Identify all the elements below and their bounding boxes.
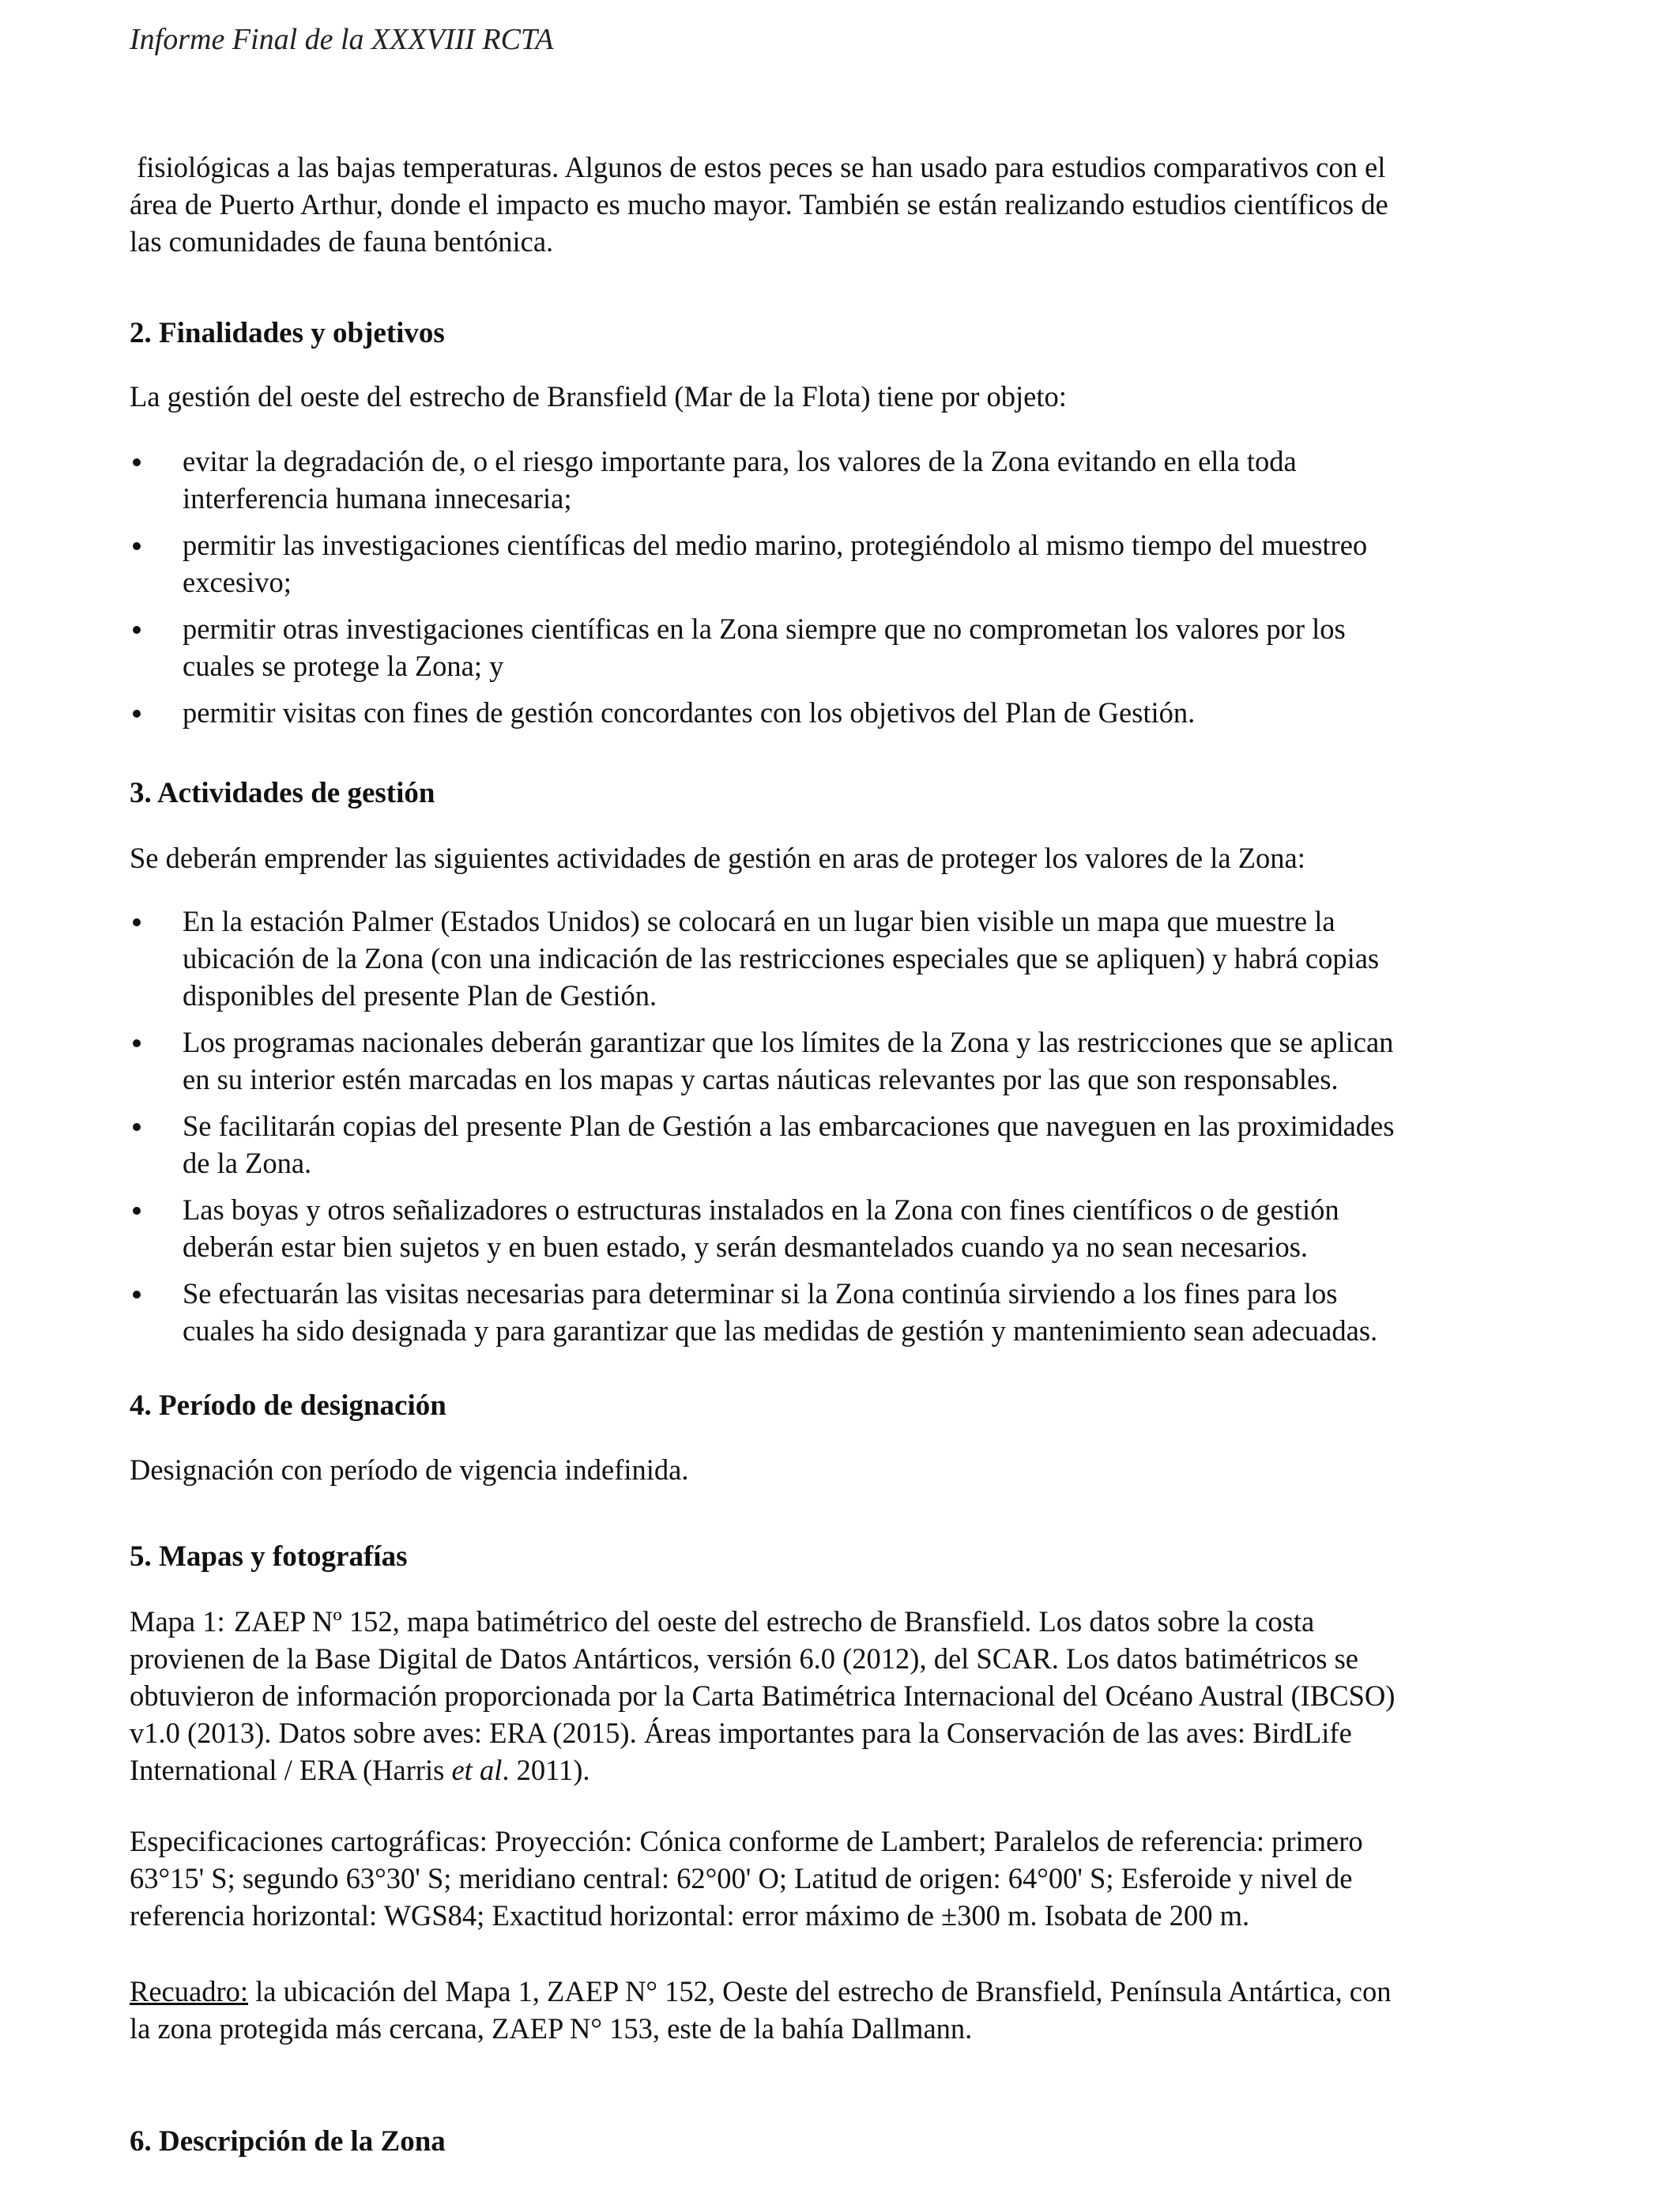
bullet-icon	[133, 918, 141, 926]
item-line: En la estación Palmer (Estados Unidos) se colocará en un lugar bien visible un mapa que muestre la	[183, 905, 1335, 937]
bullet-icon	[133, 458, 141, 466]
item-line: interferencia humana innecesaria;	[183, 482, 572, 515]
section-3-heading: 3. Actividades de gestión	[130, 777, 435, 809]
text-line: 63°15' S; segundo 63°30' S; meridiano central: 62°00' O; Latitud de origen: 64°00' S; Esferoide y nivel de	[130, 1862, 1353, 1894]
item-line: en su interior estén marcadas en los mapas y cartas náuticas relevantes por las que son responsables.	[183, 1063, 1339, 1095]
bullet-icon	[133, 542, 141, 550]
bullet-icon	[133, 626, 141, 634]
section-4-text: Designación con período de vigencia indefinida.	[130, 1453, 689, 1486]
map-1-description	[130, 1603, 1552, 1789]
inset-description	[130, 1973, 1552, 2047]
bullet-icon	[133, 710, 141, 718]
text-line: v1.0 (2013). Datos sobre aves: ERA (2015). Áreas importantes para la Conservación de las aves: BirdLife	[130, 1717, 1352, 1749]
map-label: Mapa 1:	[130, 1605, 225, 1638]
item-line: deberán estar bien sujetos y en buen estado, y serán desmantelados cuando ya no sean necesarios.	[183, 1231, 1309, 1263]
text-span: la ubicación del Mapa 1, ZAEP N° 152, Oeste del estrecho de Bransfield, Península Antártica, con	[248, 1975, 1392, 2007]
item-line: ubicación de la Zona (con una indicación de las restricciones especiales que se apliquen) y habrá copias	[183, 942, 1380, 974]
bullet-icon	[133, 1123, 141, 1131]
item-line: permitir las investigaciones científicas del medio marino, protegiéndolo al mismo tiempo del muestreo	[183, 529, 1368, 561]
intro-paragraph	[130, 149, 1552, 260]
section-6-heading: 6. Descripción de la Zona	[130, 2125, 446, 2158]
section-2-list	[130, 443, 1552, 731]
section-5-heading: 5. Mapas y fotografías	[130, 1540, 408, 1573]
list-item	[130, 1107, 1552, 1182]
list-item	[130, 526, 1552, 601]
list-item	[130, 1275, 1552, 1349]
text-line	[130, 1751, 1552, 1789]
item-line: de la Zona.	[183, 1147, 312, 1179]
list-item	[130, 610, 1552, 684]
text-span: . 2011).	[502, 1754, 590, 1786]
item-line: excesivo;	[183, 566, 292, 598]
section-2-heading: 2. Finalidades y objetivos	[130, 317, 445, 349]
text-line: la zona protegida más cercana, ZAEP N° 153, este de la bahía Dallmann.	[130, 2012, 973, 2045]
section-2-lead: La gestión del oeste del estrecho de Bransfield (Mar de la Flota) tiene por objeto:	[130, 380, 1067, 413]
cartographic-specs	[130, 1823, 1552, 1934]
item-line: disponibles del presente Plan de Gestión.	[183, 979, 657, 1012]
text-line: las comunidades de fauna bentónica.	[130, 225, 554, 258]
item-line: Se facilitarán copias del presente Plan de Gestión a las embarcaciones que naveguen en las proximidades	[183, 1110, 1395, 1142]
text-span: ZAEP Nº 152, mapa batimétrico del oeste del estrecho de Bransfield. Los datos sobre la costa	[234, 1605, 1315, 1638]
running-header: Informe Final de la XXXVIII RCTA	[130, 23, 554, 56]
list-item	[130, 1023, 1552, 1098]
section-3-list	[130, 903, 1552, 1349]
item-line: cuales ha sido designada y para garantizar que las medidas de gestión y mantenimiento sean adecuadas.	[183, 1314, 1378, 1347]
section-4-heading: 4. Período de designación	[130, 1389, 446, 1422]
list-item	[130, 694, 1552, 731]
item-line: Se efectuarán las visitas necesarias para determinar si la Zona continúa sirviendo a los fines para los	[183, 1277, 1338, 1310]
text-line: fisiológicas a las bajas temperaturas. Algunos de estos peces se han usado para estudios comparativos con el	[130, 151, 1386, 183]
text-line: provienen de la Base Digital de Datos Antárticos, versión 6.0 (2012), del SCAR. Los datos batimétricos se	[130, 1642, 1359, 1675]
list-item	[130, 903, 1552, 1014]
text-line: área de Puerto Arthur, donde el impacto es mucho mayor. También se están realizando estudios científicos de	[130, 188, 1388, 221]
text-line	[130, 1973, 1552, 2010]
item-line: permitir visitas con fines de gestión concordantes con los objetivos del Plan de Gestión.	[183, 696, 1196, 729]
text-line	[130, 1603, 1552, 1640]
text-line: Especificaciones cartográficas: Proyección: Cónica conforme de Lambert; Paralelos de referencia: primero	[130, 1825, 1363, 1857]
et-al: et al	[451, 1754, 503, 1786]
section-3-lead: Se deberán emprender las siguientes actividades de gestión en aras de proteger los valores de la Zona:	[130, 842, 1305, 874]
bullet-icon	[133, 1039, 141, 1047]
text-span: International / ERA (Harris	[130, 1754, 452, 1786]
bullet-icon	[133, 1291, 141, 1299]
item-line: Las boyas y otros señalizadores o estructuras instalados en la Zona con fines científicos o de gestión	[183, 1193, 1339, 1226]
item-line: evitar la degradación de, o el riesgo importante para, los valores de la Zona evitando en ella toda	[183, 445, 1297, 477]
item-line: permitir otras investigaciones científicas en la Zona siempre que no comprometan los valores por los	[183, 613, 1346, 645]
text-line: referencia horizontal: WGS84; Exactitud horizontal: error máximo de ±300 m. Isobata de 200 m.	[130, 1899, 1250, 1932]
list-item	[130, 1191, 1552, 1265]
bullet-icon	[133, 1207, 141, 1215]
list-item	[130, 443, 1552, 517]
text-line: obtuvieron de información proporcionada por la Carta Batimétrica Internacional del Océano Austral (IBCSO)	[130, 1679, 1396, 1712]
item-line: cuales se protege la Zona; y	[183, 650, 504, 682]
item-line: Los programas nacionales deberán garantizar que los límites de la Zona y las restricciones que se aplican	[183, 1026, 1394, 1058]
inset-label: Recuadro:	[130, 1975, 248, 2007]
